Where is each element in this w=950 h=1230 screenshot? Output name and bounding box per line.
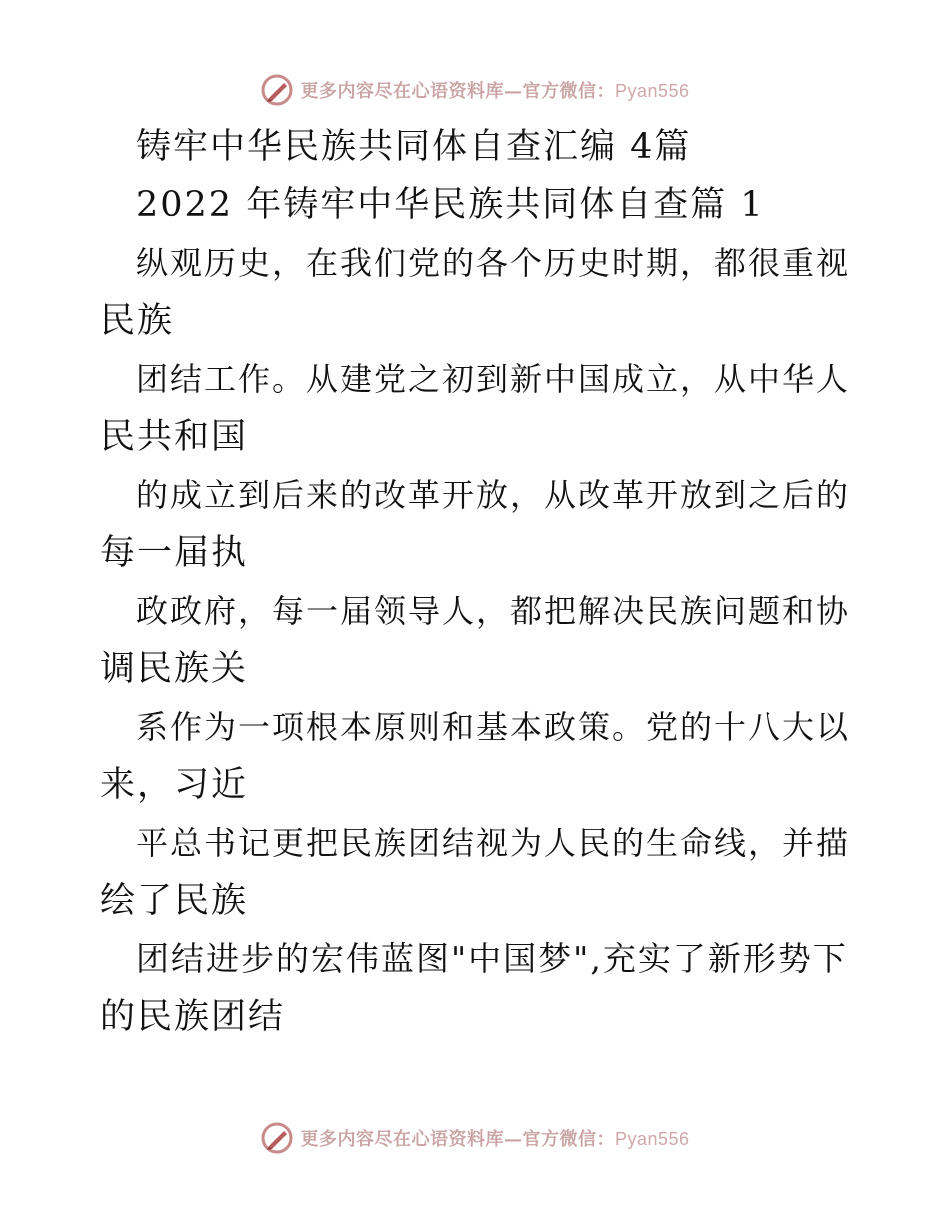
pen-logo-icon: [260, 73, 294, 107]
body-line: 绘了民族: [100, 881, 249, 921]
body-line: 政政府，每一届领导人，都把解决民族问题和协: [136, 592, 851, 630]
body-line: 每一届执: [100, 533, 249, 573]
watermark-brand: Pyan556: [614, 1129, 690, 1149]
body-line: 调民族关: [100, 649, 249, 689]
body-line: 团结工作。从建党之初到新中国成立，从中华人: [136, 360, 851, 398]
body-line: 来，习近: [100, 765, 249, 805]
watermark-banner-bottom: [0, 1118, 950, 1158]
body-line: 平总书记更把民族团结视为人民的生命线，并描: [136, 824, 851, 862]
document-title: 铸牢中华民族共同体自查汇编 4篇: [136, 127, 692, 167]
body-line: 系作为一项根本原则和基本政策。党的十八大以: [136, 708, 851, 746]
body-line: 民族: [100, 301, 175, 341]
document-body: [100, 118, 860, 1046]
body-line: 的成立到后来的改革开放，从改革开放到之后的: [136, 476, 851, 514]
body-line: 的民族团结: [100, 997, 286, 1037]
watermark-banner-top: [0, 70, 950, 110]
body-line: 民共和国: [100, 417, 249, 457]
watermark-brand: Pyan556: [614, 81, 690, 101]
body-line: 团结进步的宏伟蓝图"中国梦",充实了新形势下: [136, 939, 848, 978]
watermark-text: 更多内容尽在心语资料库—官方微信：Pyan556: [300, 1129, 690, 1150]
body-line: 纵观历史，在我们党的各个历史时期，都很重视: [136, 244, 851, 282]
section-heading: 2022 年铸牢中华民族共同体自查篇 1: [136, 185, 765, 225]
pen-logo-icon: [260, 1121, 294, 1155]
watermark-text: 更多内容尽在心语资料库—官方微信：Pyan556: [300, 81, 690, 102]
